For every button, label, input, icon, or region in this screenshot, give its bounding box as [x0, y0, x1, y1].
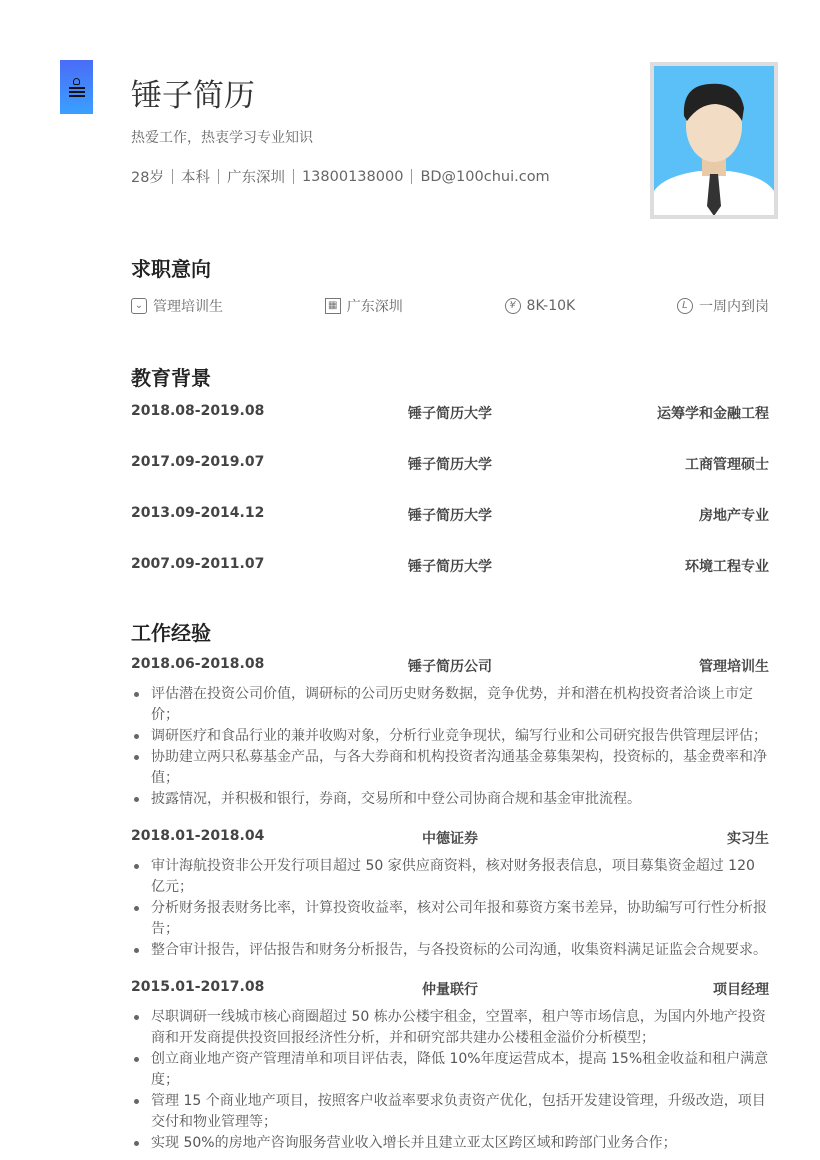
- location: 广东深圳: [226, 170, 285, 186]
- date: 2015.01-2017.08: [131, 979, 265, 995]
- job-row: [131, 828, 769, 848]
- section-title: 教育背景: [131, 366, 211, 390]
- role: 实习生: [727, 831, 770, 847]
- list-item: 分析财务报表财务比率，计算投资收益率，核对公司年报和募资方案书差异，协助编写可行性分析报告；: [131, 898, 769, 940]
- role: 工商管理硕士: [685, 457, 770, 473]
- list-item: 实现 50%的房地产咨询服务营业收入增长并且建立亚太区跨区域和跨部门业务合作；: [131, 1133, 769, 1154]
- job-intent-section: [131, 253, 769, 316]
- building-icon: ▦: [325, 298, 341, 314]
- date: 2018.01-2018.04: [131, 828, 265, 844]
- list-item: 协助建立两只私募基金产品，与各大券商和机构投资者沟通基金募集架构，投资标的，基金费率和净值；: [131, 747, 769, 789]
- education-row: [131, 454, 769, 474]
- avatar: [650, 62, 778, 219]
- role: 房地产专业: [699, 508, 770, 524]
- organization: 锤子简历大学: [408, 406, 492, 422]
- education-section: [131, 362, 769, 576]
- date: 2017.09-2019.07: [131, 454, 265, 470]
- date: 2018.06-2018.08: [131, 656, 265, 672]
- date: 2007.09-2011.07: [131, 556, 265, 572]
- intent-city: ▦ 广东深圳: [325, 296, 403, 316]
- list-item: 管理 15 个商业地产项目，按照客户收益率要求负责资产优化，包括开发建设管理，升级改造，项目交付和物业管理等；: [131, 1091, 769, 1133]
- education-row: [131, 556, 769, 576]
- date: 2013.09-2014.12: [131, 505, 265, 521]
- yen-icon: ¥: [505, 298, 521, 314]
- section-title: 求职意向: [131, 257, 211, 281]
- role: 管理培训生: [699, 659, 770, 675]
- intent-availability: L 一周内到岗: [677, 296, 769, 316]
- list-item: 整合审计报告，评估报告和财务分析报告，与各投资标的公司沟通，收集资料满足证监会合规要求。: [131, 940, 769, 961]
- email: BD@100chui.com: [420, 168, 550, 185]
- work-section: [131, 617, 769, 1154]
- tie-icon: ⌄: [131, 298, 147, 314]
- role: 项目经理: [713, 982, 770, 998]
- intent-salary: ¥ 8K-10K: [505, 296, 576, 316]
- job-bullets: [131, 856, 769, 961]
- education-row: [131, 403, 769, 423]
- person-icon: [73, 78, 80, 85]
- personal-info: [131, 166, 550, 187]
- role: 运筹学和金融工程: [657, 406, 770, 422]
- phone: 13800138000: [301, 168, 404, 185]
- job-row: [131, 656, 769, 676]
- list-item: 调研医疗和食品行业的兼并收购对象，分析行业竞争现状，编写行业和公司研究报告供管理层评估；: [131, 726, 769, 747]
- role: 环境工程专业: [685, 559, 770, 575]
- organization: 锤子简历公司: [408, 659, 492, 675]
- job-bullets: [131, 684, 769, 810]
- job-row: [131, 979, 769, 999]
- degree: 本科: [180, 170, 210, 186]
- age: 28岁: [131, 170, 164, 186]
- list-item: 创立商业地产资产管理清单和项目评估表，降低 10%年度运营成本，提高 15%租金收益和租户满意度；: [131, 1049, 769, 1091]
- clock-icon: L: [677, 298, 693, 314]
- section-title: 工作经验: [131, 621, 211, 645]
- resume-logo: [60, 60, 93, 114]
- intent-position: ⌄ 管理培训生: [131, 296, 223, 316]
- resume-name: 锤子简历: [131, 78, 255, 114]
- list-item: 披露情况，并积极和银行，券商，交易所和中登公司协商合规和基金审批流程。: [131, 789, 769, 810]
- motto: 热爱工作，热衷学习专业知识: [131, 130, 313, 146]
- list-item: 尽职调研一线城市核心商圈超过 50 栋办公楼宇租金，空置率，租户等市场信息，为国内外地产投资商和开发商提供投资回报经济性分析，并和研究部共建办公楼租金溢价分析模型；: [131, 1007, 769, 1049]
- organization: 锤子简历大学: [408, 457, 492, 473]
- organization: 锤子简历大学: [408, 508, 492, 524]
- date: 2018.08-2019.08: [131, 403, 265, 419]
- education-row: [131, 505, 769, 525]
- organization: 仲量联行: [422, 982, 478, 998]
- list-item: 评估潜在投资公司价值，调研标的公司历史财务数据，竞争优势，并和潜在机构投资者洽谈上市定价；: [131, 684, 769, 726]
- organization: 锤子简历大学: [408, 559, 492, 575]
- job-bullets: [131, 1007, 769, 1154]
- list-item: 审计海航投资非公开发行项目超过 50 家供应商资料，核对财务报表信息，项目募集资金超过 120 亿元；: [131, 856, 769, 898]
- organization: 中德证券: [422, 831, 478, 847]
